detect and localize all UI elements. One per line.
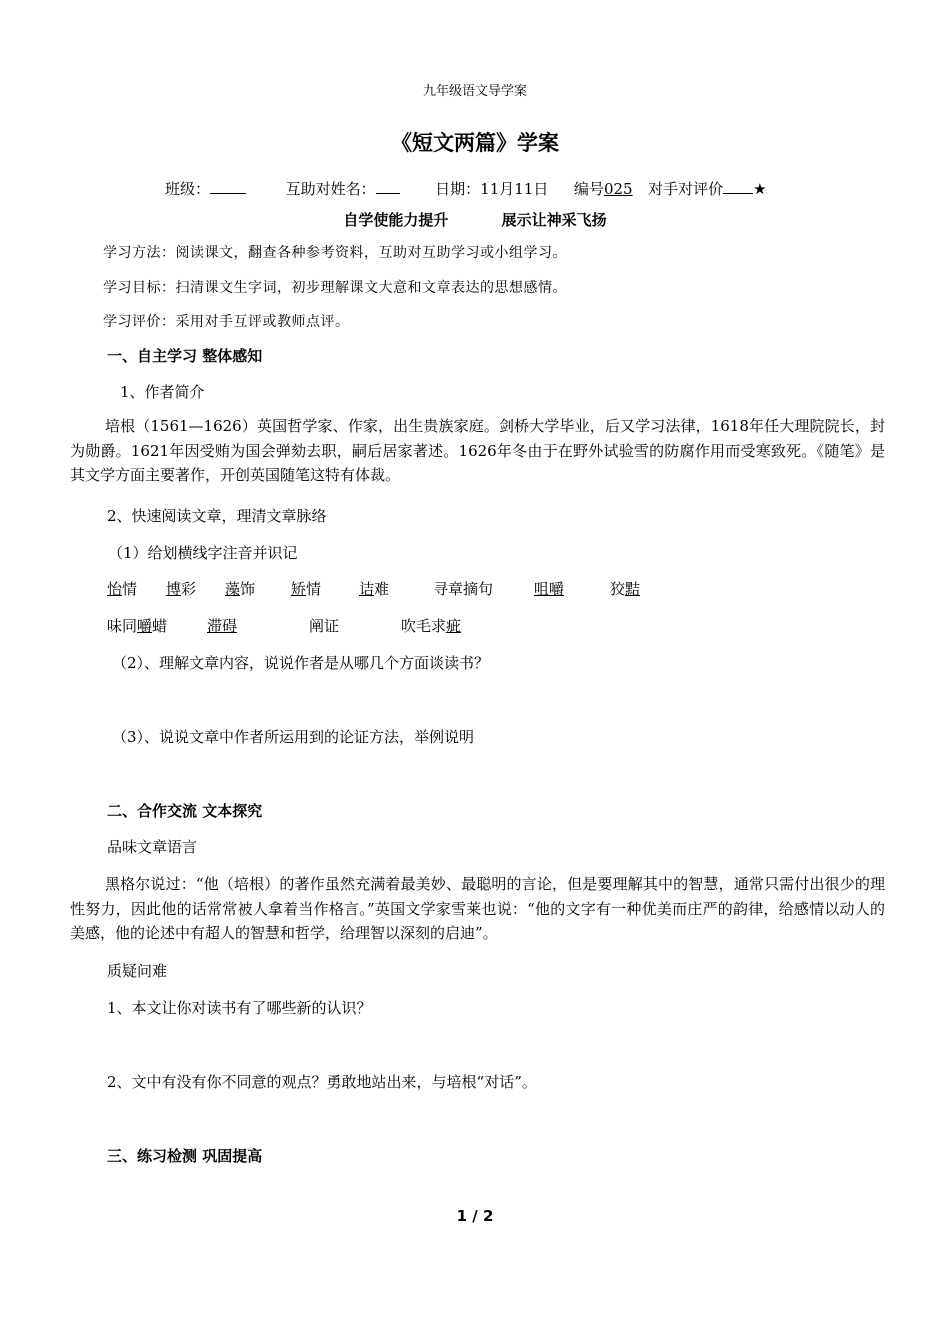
meta-line — [165, 178, 767, 199]
page-header: 九年级语文导学案 — [422, 84, 527, 99]
page-title: 《短文两篇》学案 — [391, 130, 559, 155]
study-evaluation: 学习评价：采用对手互评或教师点评。 — [103, 314, 350, 330]
class-blank — [210, 179, 246, 194]
date-label: 日期： — [435, 180, 481, 198]
vocab-word: 怡情 — [107, 580, 138, 598]
slogan-left: 自学使能力提升 — [343, 211, 449, 229]
quote-paragraph: 黑格尔说过：“他（培根）的著作虽然充满着最美妙、最聪明的言论，但是要理解其中的智慧，通常只需付出很少的理性努力，因此他的话常常被人拿着当作格言。”英国文学家雪莱也说：“他的文字有一种优美而庄严的韵律，给感情以动人的美感，他的论述中有超人的智慧和哲学，给理智以深刻的启迪”。 — [70, 875, 885, 942]
vocab-word: 味同嚼蜡 — [107, 617, 168, 635]
vocab-word: 诘难 — [359, 580, 390, 598]
vocab-word: 矫情 — [291, 580, 322, 598]
vocab-word: 吹毛求疵 — [401, 617, 462, 635]
slogan — [0, 209, 950, 230]
vocab-word: 咀嚼 — [534, 580, 565, 598]
study-method: 学习方法：阅读课文，翻查各种参考资料，互助对互助学习或小组学习。 — [103, 245, 567, 261]
number-label: 编号 — [573, 180, 604, 198]
vocab-word: 阐证 — [309, 617, 340, 635]
question-new-understanding: 1、本文让你对读书有了哪些新的认识？ — [107, 999, 372, 1017]
star-icon: ★ — [753, 180, 767, 198]
question-3: （3）、说说文章中作者所运用到的论证方法，举例说明 — [112, 728, 475, 746]
question-2: （2）、理解文章内容，说说作者是从哪几个方面谈读书？ — [112, 654, 490, 672]
vocab-word: 狡黠 — [610, 580, 641, 598]
slogan-right: 展示让神采飞扬 — [501, 211, 607, 229]
partner-blank — [376, 179, 400, 194]
reading-title: 2、快速阅读文章，理清文章脉络 — [107, 507, 327, 525]
rating-blank — [723, 179, 753, 194]
section2-heading: 二、合作交流 文本探究 — [107, 802, 263, 820]
vocab-word: 博彩 — [166, 580, 197, 598]
date-value: 11月11日 — [480, 180, 549, 198]
number-value: 025 — [603, 180, 633, 198]
vocab-question: （1）给划横线字注音并识记 — [108, 544, 298, 562]
author-title: 1、作者简介 — [120, 383, 205, 401]
author-text: 培根（1561—1626）英国哲学家、作家，出生贵族家庭。剑桥大学毕业，后又学习法律，1618年任大理院院长，封为勋爵。1621年因受贿为国会弹劾去职，嗣后居家著述。1626年冬由于在野外试验雪的防腐作用而受寒致死。《随笔》是其文学方面主要著作，开创英国随笔这特有体裁。 — [70, 417, 885, 484]
sub-heading-questions: 质疑问难 — [107, 962, 168, 980]
question-disagree: 2、文中有没有你不同意的观点？勇敢地站出来，与培根“对话”。 — [107, 1073, 537, 1091]
section1-heading: 一、自主学习 整体感知 — [107, 347, 263, 365]
rating-label: 对手对评价 — [648, 180, 724, 198]
partner-label: 互助对姓名： — [285, 180, 376, 198]
vocab-word: 滞碍 — [207, 617, 238, 635]
study-goal: 学习目标：扫清课文生字词，初步理解课文大意和文章表达的思想感情。 — [103, 280, 567, 296]
section3-heading: 三、练习检测 巩固提高 — [107, 1147, 263, 1165]
class-label: 班级： — [165, 180, 211, 198]
vocab-word: 藻饰 — [225, 580, 256, 598]
vocab-word: 寻章摘句 — [433, 580, 494, 598]
page-number: 1 / 2 — [456, 1207, 494, 1225]
sub-heading-language: 品味文章语言 — [107, 838, 198, 856]
